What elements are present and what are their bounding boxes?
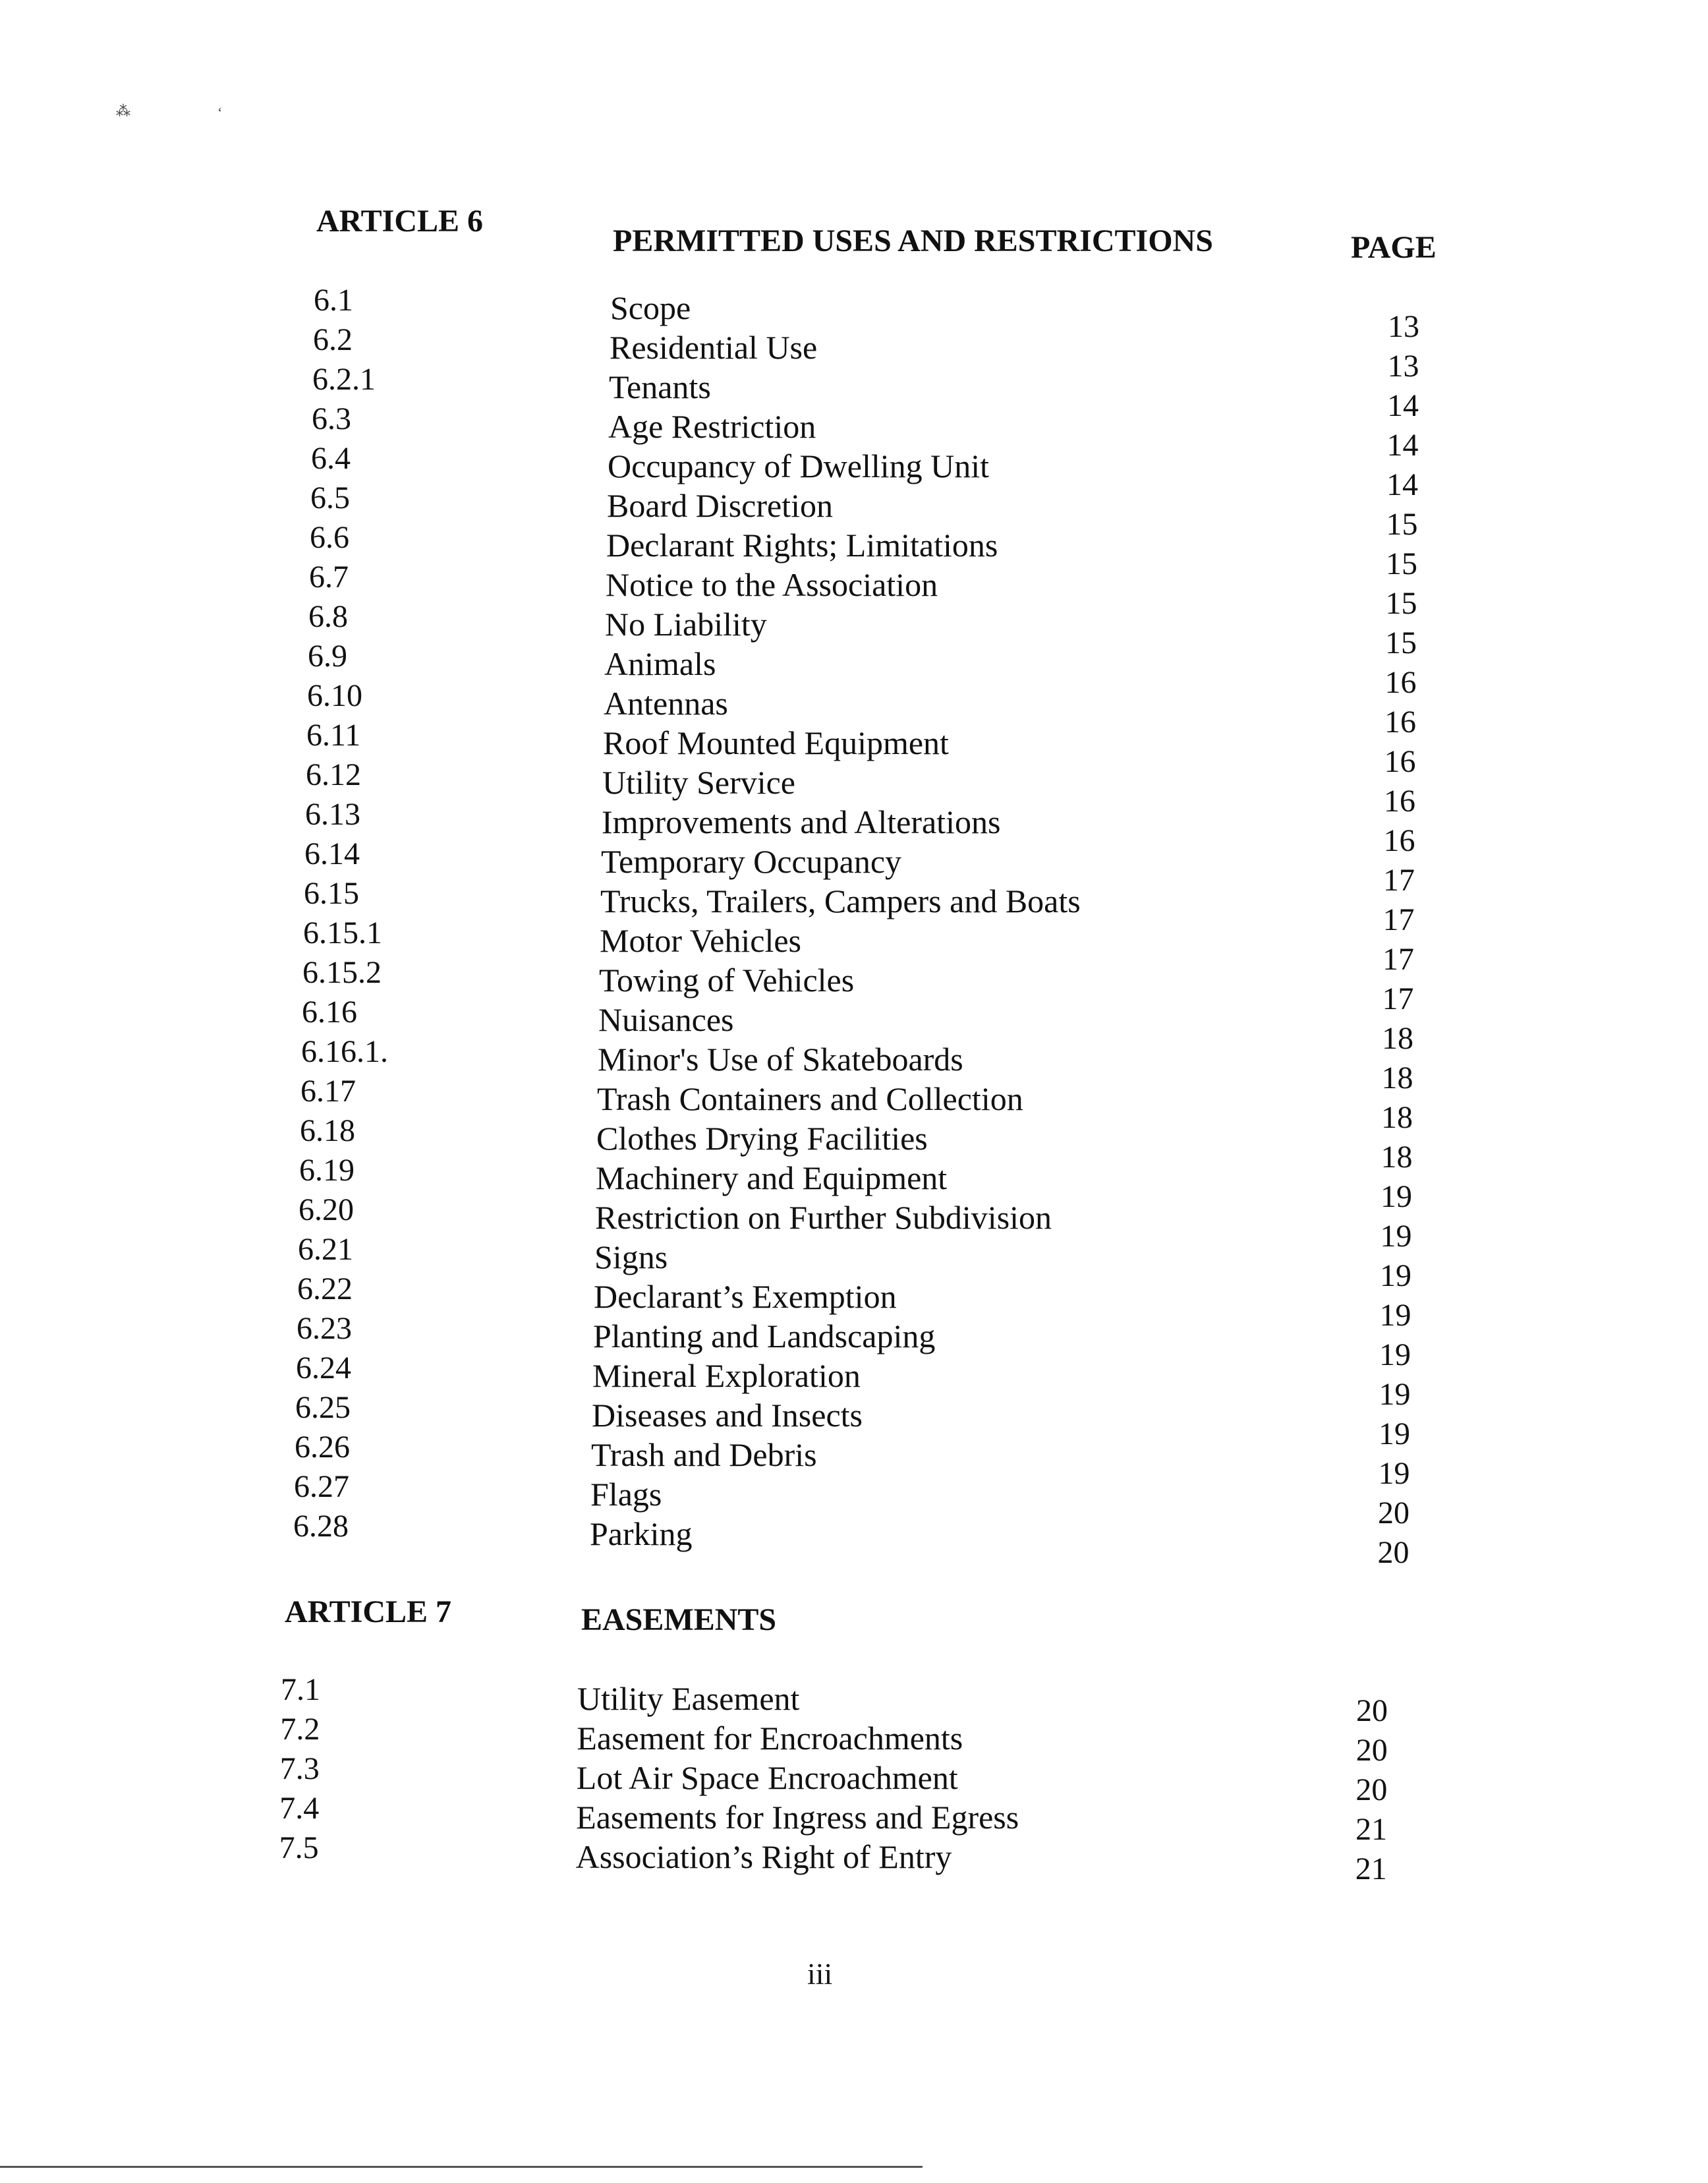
toc-entry-title: Scope xyxy=(610,289,691,326)
toc-entry-page: 17 xyxy=(1382,981,1414,1016)
toc-entry-page: 14 xyxy=(1387,388,1419,423)
toc-entry-number: 7.5 xyxy=(279,1830,319,1865)
toc-entry-title: Machinery and Equipment xyxy=(596,1159,948,1196)
toc-entry-page: 21 xyxy=(1355,1851,1387,1886)
scan-speck-icon: ʻ xyxy=(217,104,223,121)
toc-entry-page: 18 xyxy=(1381,1140,1413,1175)
toc-entry-page: 20 xyxy=(1356,1693,1388,1728)
toc-entry-title: Motor Vehicles xyxy=(600,922,801,959)
toc-entry-title: Utility Easement xyxy=(577,1680,800,1717)
toc-entry-title: Notice to the Association xyxy=(606,566,938,603)
toc-entry-title: Minor's Use of Skateboards xyxy=(598,1041,963,1078)
toc-entry-title: Residential Use xyxy=(610,329,818,366)
toc-entry-number: 6.17 xyxy=(300,1074,356,1109)
toc-entry-title: Towing of Vehicles xyxy=(599,962,855,999)
toc-entry-number: 7.1 xyxy=(281,1672,320,1707)
toc-entry-page: 16 xyxy=(1384,705,1416,740)
toc-entry-number: 6.27 xyxy=(294,1469,349,1504)
toc-entry-number: 6.15.1 xyxy=(303,916,382,950)
toc-entry-number: 6.9 xyxy=(308,639,347,674)
toc-entry-title: Tenants xyxy=(609,368,711,405)
toc-entry-page: 19 xyxy=(1379,1377,1411,1412)
toc-entry-title: Signs xyxy=(594,1238,668,1275)
toc-entry-page: 17 xyxy=(1382,942,1414,977)
toc-entry-number: 6.12 xyxy=(306,757,361,792)
toc-entry-number: 6.20 xyxy=(299,1192,354,1227)
toc-entry-number: 6.8 xyxy=(308,599,348,634)
toc-entry-title: Utility Service xyxy=(602,764,795,801)
toc-entry-page: 15 xyxy=(1385,586,1417,621)
scan-speck-icon: ⁂ xyxy=(116,103,130,119)
toc-entry-page: 19 xyxy=(1379,1337,1411,1372)
toc-entry-title: Lot Air Space Encroachment xyxy=(576,1759,958,1796)
toc-entry-title: Clothes Drying Facilities xyxy=(596,1120,928,1157)
toc-entry-page: 18 xyxy=(1381,1061,1413,1095)
toc-entry-page: 13 xyxy=(1388,309,1419,344)
toc-entry-number: 6.23 xyxy=(297,1311,352,1346)
scan-bottom-rule xyxy=(0,2166,923,2168)
toc-entry-page: 18 xyxy=(1381,1100,1413,1135)
toc-entry-page: 21 xyxy=(1355,1812,1388,1847)
toc-entry-number: 6.2 xyxy=(313,322,353,357)
toc-entry-number: 6.18 xyxy=(300,1113,355,1148)
toc-entry-title: Easements for Ingress and Egress xyxy=(576,1799,1019,1836)
toc-entry-page: 20 xyxy=(1355,1733,1388,1768)
toc-entry-title: Board Discretion xyxy=(607,487,833,524)
toc-entry-page: 19 xyxy=(1379,1298,1411,1333)
toc-entry-page: 19 xyxy=(1380,1258,1411,1293)
toc-entry-title: Age Restriction xyxy=(608,408,816,445)
toc-entry-page: 15 xyxy=(1386,546,1417,581)
toc-entry-number: 6.7 xyxy=(309,560,349,595)
toc-entry-number: 6.21 xyxy=(298,1232,353,1267)
toc-entry-number: 6.16 xyxy=(302,995,357,1030)
toc-entry-number: 6.11 xyxy=(306,718,361,753)
toc-entry-number: 6.2.1 xyxy=(312,362,376,397)
toc-entry-title: Diseases and Insects xyxy=(592,1397,863,1434)
toc-entry-title: Temporary Occupancy xyxy=(601,843,902,880)
toc-entry-title: Declarant Rights; Limitations xyxy=(606,527,998,564)
toc-entry-title: Antennas xyxy=(604,685,728,722)
toc-entry-number: 6.28 xyxy=(293,1509,349,1544)
toc-entry-number: 6.1 xyxy=(314,283,353,318)
toc-entry-page: 20 xyxy=(1355,1772,1388,1807)
page-column-header: PAGE xyxy=(1351,230,1437,265)
toc-entry-title: Nuisances xyxy=(598,1001,734,1038)
toc-entry-page: 17 xyxy=(1383,863,1415,898)
toc-entry-title: Mineral Exploration xyxy=(592,1357,861,1394)
article-7-label: ARTICLE 7 xyxy=(285,1594,452,1629)
toc-entry-page: 14 xyxy=(1386,428,1419,463)
toc-entry-number: 6.13 xyxy=(305,797,360,832)
page-footer-number: iii xyxy=(807,1957,833,1991)
toc-entry-number: 6.16.1. xyxy=(301,1034,388,1069)
toc-entry-page: 15 xyxy=(1385,626,1417,660)
toc-entry-page: 20 xyxy=(1378,1496,1409,1530)
toc-entry-page: 16 xyxy=(1383,823,1415,858)
toc-entry-title: Flags xyxy=(590,1476,662,1513)
toc-entry-number: 6.5 xyxy=(310,480,350,515)
toc-entry-number: 6.25 xyxy=(295,1390,351,1425)
toc-entry-title: Occupancy of Dwelling Unit xyxy=(608,448,990,484)
toc-entry-number: 6.14 xyxy=(304,836,360,871)
toc-entry-page: 20 xyxy=(1377,1535,1409,1570)
toc-entry-page: 15 xyxy=(1386,507,1418,542)
toc-entry-number: 7.3 xyxy=(279,1751,320,1786)
toc-entry-number: 6.4 xyxy=(311,441,351,476)
toc-entry-page: 13 xyxy=(1387,349,1419,384)
toc-entry-number: 6.3 xyxy=(312,401,351,436)
toc-entry-page: 19 xyxy=(1381,1179,1412,1214)
toc-entry-number: 7.2 xyxy=(280,1712,320,1747)
toc-entry-number: 6.6 xyxy=(310,520,349,555)
toc-entry-number: 6.10 xyxy=(307,678,362,713)
toc-entry-title: Trash Containers and Collection xyxy=(597,1080,1023,1117)
toc-entry-title: Association’s Right of Entry xyxy=(575,1838,952,1875)
toc-entry-page: 19 xyxy=(1379,1416,1410,1451)
toc-entry-title: Animals xyxy=(604,645,716,682)
article-6-title: PERMITTED USES AND RESTRICTIONS xyxy=(613,223,1213,258)
toc-entry-page: 14 xyxy=(1386,467,1418,502)
toc-entry-title: Parking xyxy=(590,1515,693,1552)
toc-entry-number: 6.24 xyxy=(296,1351,351,1385)
toc-entry-number: 6.26 xyxy=(295,1430,350,1465)
toc-entry-title: Easement for Encroachments xyxy=(577,1720,963,1757)
toc-entry-number: 6.15.2 xyxy=(302,955,382,990)
toc-entry-page: 19 xyxy=(1380,1219,1412,1254)
toc-entry-number: 6.22 xyxy=(297,1271,353,1306)
toc-entry-title: Restriction on Further Subdivision xyxy=(595,1199,1052,1236)
toc-entry-number: 6.15 xyxy=(304,876,359,911)
toc-entry-title: Trucks, Trailers, Campers and Boats xyxy=(600,883,1081,919)
toc-entry-title: Roof Mounted Equipment xyxy=(603,724,949,761)
toc-entry-number: 6.19 xyxy=(299,1153,355,1188)
toc-entry-page: 16 xyxy=(1384,665,1417,700)
toc-entry-title: Planting and Landscaping xyxy=(593,1318,936,1354)
toc-entry-title: Trash and Debris xyxy=(591,1436,817,1473)
toc-entry-title: No Liability xyxy=(605,606,767,643)
article-7-title: EASEMENTS xyxy=(581,1602,777,1637)
toc-entry-page: 16 xyxy=(1384,784,1415,819)
article-6-label: ARTICLE 6 xyxy=(316,204,484,239)
toc-entry-number: 7.4 xyxy=(279,1791,320,1826)
toc-entry-title: Declarant’s Exemption xyxy=(594,1278,897,1315)
toc-entry-page: 16 xyxy=(1384,744,1416,779)
toc-entry-page: 17 xyxy=(1382,902,1415,937)
toc-entry-title: Improvements and Alterations xyxy=(602,803,1001,840)
toc-entry-page: 19 xyxy=(1378,1456,1410,1491)
toc-entry-page: 18 xyxy=(1382,1021,1413,1056)
